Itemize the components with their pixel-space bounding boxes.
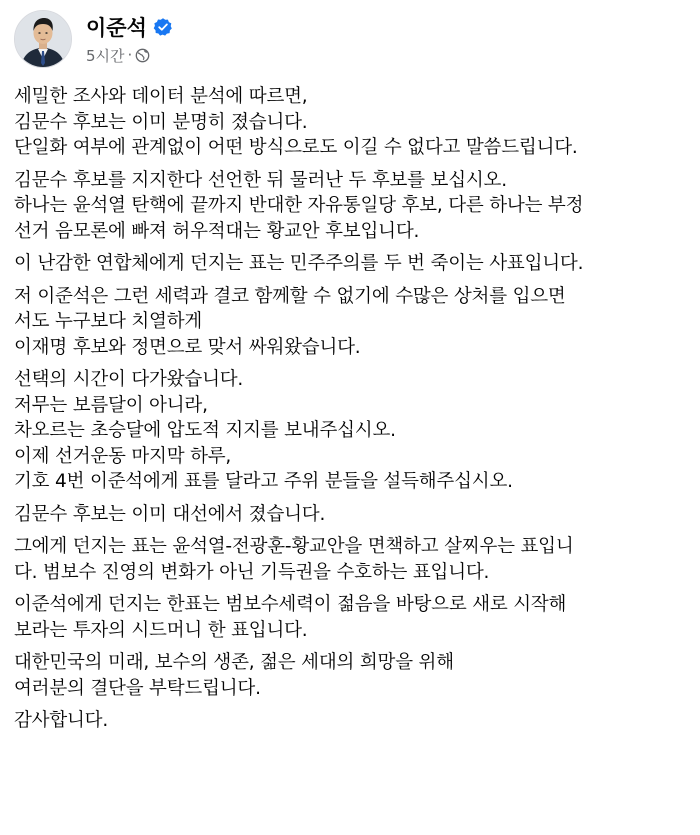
globe-icon[interactable] <box>135 48 150 63</box>
post-text-line: 김문수 후보는 이미 분명히 졌습니다. <box>14 111 308 133</box>
post-text-line: 대한민국의 미래, 보수의 생존, 젊은 세대의 희망을 위해 <box>14 652 454 673</box>
post-text-line: 김문수 후보를 지지한다 선언한 뒤 물러난 두 후보를 보십시오. <box>14 169 507 191</box>
post-text-line: 선거 음모론에 빠져 허우적대는 황교안 후보입니다. <box>14 220 420 242</box>
post-paragraph <box>14 84 686 161</box>
post-paragraph <box>14 534 686 585</box>
post-subline <box>86 44 173 66</box>
post-text-line: 보라는 투자의 시드머니 한 표입니다. <box>14 619 308 641</box>
post-meta <box>86 10 173 66</box>
profile-avatar[interactable] <box>14 10 72 68</box>
verified-check-icon <box>153 17 173 37</box>
post-paragraph <box>14 251 686 277</box>
post-text-line: 이 난감한 연합체에게 던지는 표는 민주주의를 두 번 죽이는 사표입니다. <box>14 253 584 274</box>
post-text-line: 차오르는 초승달에 압도적 지지를 보내주십시오. <box>14 420 396 441</box>
post-text-line: 이제 선거운동 마지막 하루, <box>14 445 232 467</box>
post-text-line: 세밀한 조사와 데이터 분석에 따르면, <box>14 86 308 107</box>
post-text-line: 감사합니다. <box>14 710 109 731</box>
post-text-line: 이준석에게 던지는 한표는 범보수세력이 젊음을 바탕으로 새로 시작해 <box>14 594 567 615</box>
post-paragraph <box>14 592 686 643</box>
author-name[interactable]: 이준석 <box>86 16 147 40</box>
post-text-line: 하나는 윤석열 탄핵에 끝까지 반대한 자유통일당 후보, 다른 하나는 부정 <box>14 195 584 216</box>
post-text-line: 저무는 보름달이 아니라, <box>14 394 208 416</box>
post-text-line: 여러분의 결단을 부탁드립니다. <box>14 677 261 699</box>
post-text-line: 기호 4번 이준석에게 표를 달라고 주위 분들을 설득해주십시오. <box>14 471 513 492</box>
post-text-line: 선택의 시간이 다가왔습니다. <box>14 369 244 390</box>
post-timestamp[interactable]: 5시간 <box>86 46 125 65</box>
author-row <box>86 12 173 42</box>
post-text-line: 그에게 던지는 표는 윤석열-전광훈-황교안을 면책하고 살찌우는 표입니 <box>14 536 574 557</box>
post-text-line: 김문수 후보는 이미 대선에서 졌습니다. <box>14 503 326 525</box>
post-paragraph <box>14 168 686 245</box>
post-body <box>14 84 686 734</box>
post-text-line: 저 이준석은 그런 세력과 결코 함께할 수 없기에 수많은 상처를 입으면 <box>14 285 566 307</box>
post-paragraph <box>14 650 686 701</box>
meta-separator: · <box>127 46 133 64</box>
post-text-line: 다. 범보수 진영의 변화가 아닌 기득권을 수호하는 표입니다. <box>14 561 490 583</box>
post-paragraph <box>14 367 686 495</box>
post-text-line: 단일화 여부에 관계없이 어떤 방식으로도 이길 수 없다고 말씀드립니다. <box>14 137 578 158</box>
post-paragraph <box>14 284 686 361</box>
post-header <box>14 10 686 80</box>
post-text-line: 서도 누구보다 치열하게 <box>14 311 203 332</box>
post-paragraph <box>14 708 686 734</box>
post-paragraph <box>14 502 686 528</box>
post-text-line: 이재명 후보와 정면으로 맞서 싸워왔습니다. <box>14 336 361 358</box>
